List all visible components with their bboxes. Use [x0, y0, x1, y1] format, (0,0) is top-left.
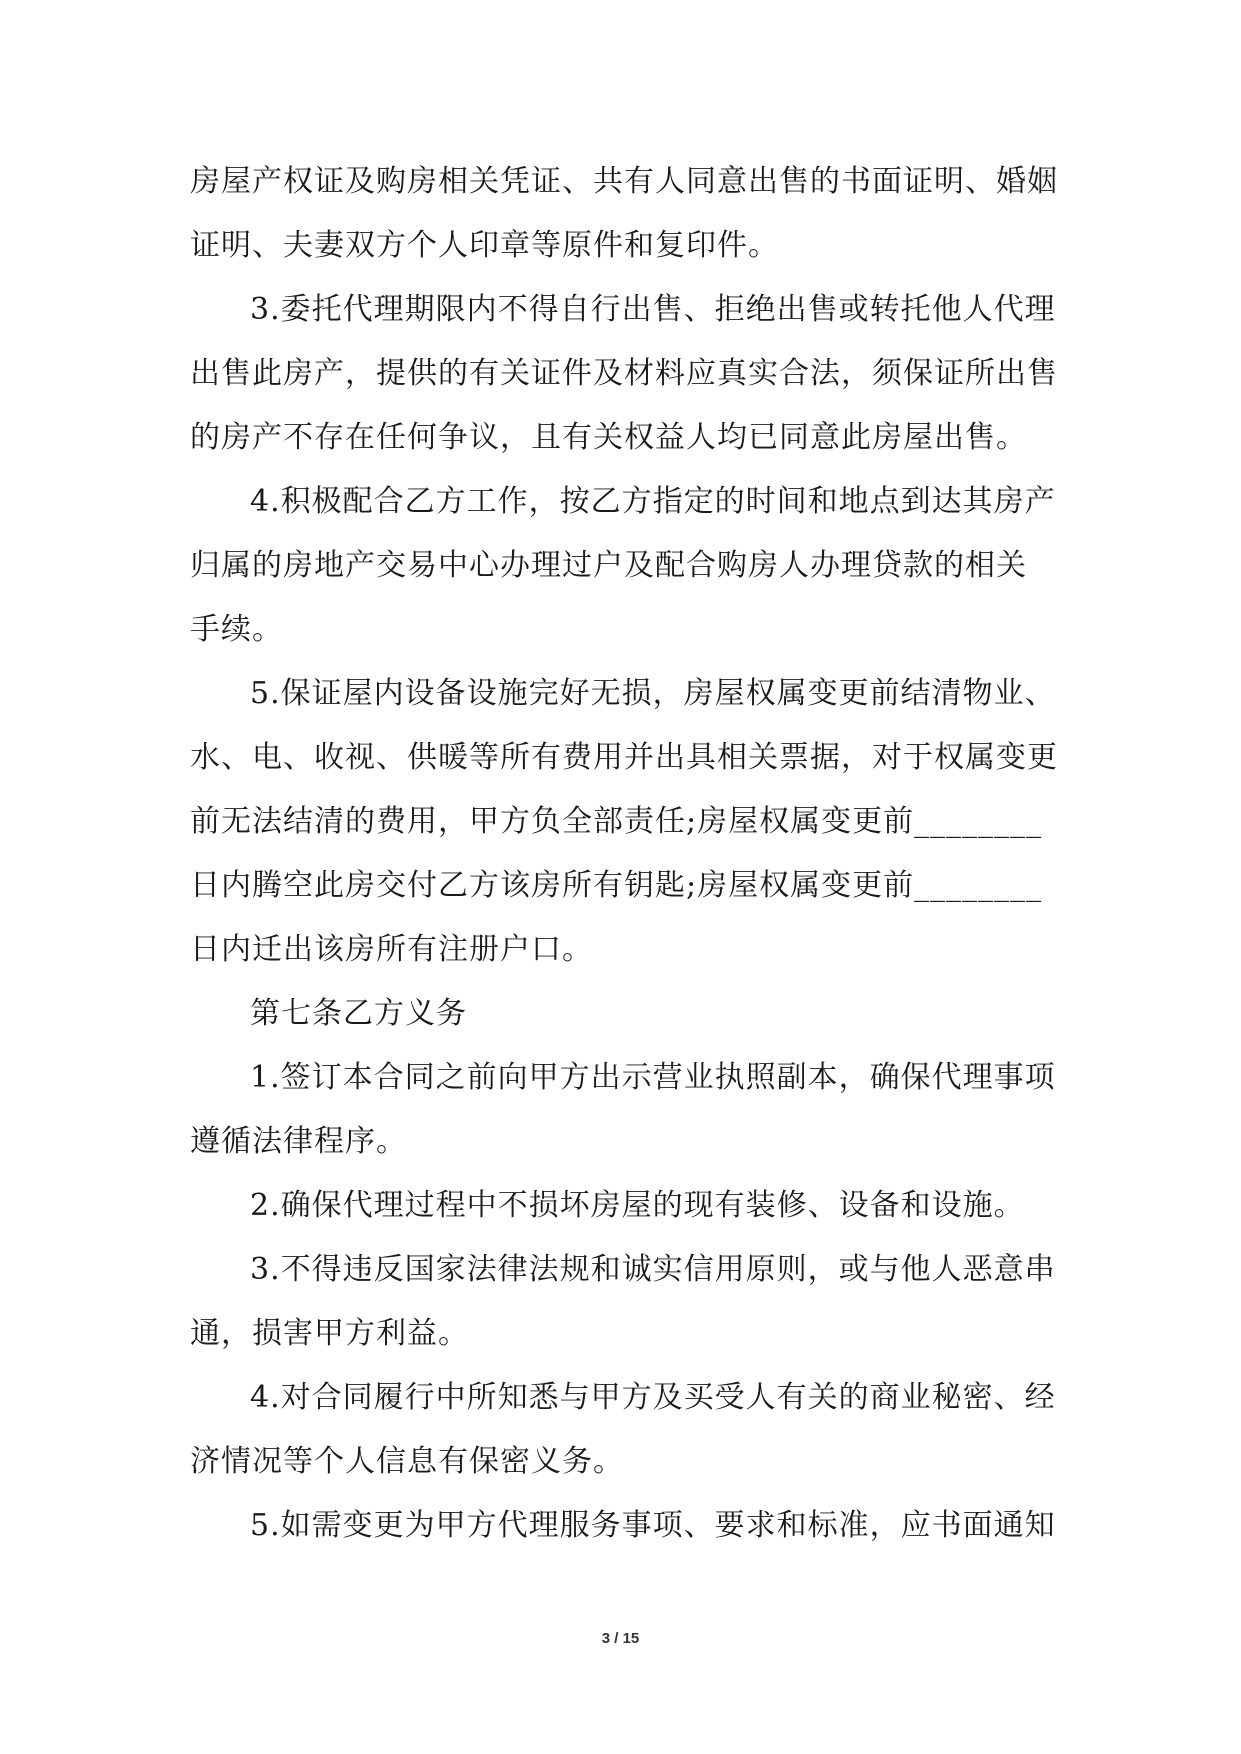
page-number: 3 / 15: [601, 1630, 640, 1647]
text-line: 4.对合同履行中所知悉与甲方及买受人有关的商业秘密、经: [250, 1380, 1056, 1415]
text-line: 1.签订本合同之前向甲方出示营业执照副本，确保代理事项: [250, 1060, 1056, 1095]
text-line: 日内迁出该房所有注册户口。: [190, 932, 593, 967]
text-line: 房屋产权证及购房相关凭证、共有人同意出售的书面证明、婚姻: [190, 164, 1058, 199]
text-line: 5.如需变更为甲方代理服务事项、要求和标准，应书面通知: [250, 1508, 1056, 1543]
text-line: 归属的房地产交易中心办理过户及配合购房人办理贷款的相关: [190, 548, 1027, 583]
text-line: 出售此房产，提供的有关证件及材料应真实合法，须保证所出售: [190, 356, 1058, 391]
text-line: 遵循法律程序。: [190, 1124, 407, 1159]
text-line: 2.确保代理过程中不损坏房屋的现有装修、设备和设施。: [250, 1188, 1025, 1223]
text-line: 5.保证屋内设备设施完好无损，房屋权属变更前结清物业、: [250, 676, 1056, 711]
text-line: 前无法结清的费用，甲方负全部责任;房屋权属变更前________: [190, 804, 1043, 839]
text-line: 水、电、收视、供暖等所有费用并出具相关票据，对于权属变更: [190, 740, 1058, 775]
text-line: 的房产不存在任何争议，且有关权益人均已同意此房屋出售。: [190, 420, 1027, 455]
text-line: 日内腾空此房交付乙方该房所有钥匙;房屋权属变更前________: [190, 868, 1043, 903]
document-body: [190, 150, 1058, 1558]
text-line: 4.积极配合乙方工作，按乙方指定的时间和地点到达其房产: [250, 484, 1056, 519]
text-line: 济情况等个人信息有保密义务。: [190, 1444, 624, 1479]
text-line: 通，损害甲方利益。: [190, 1316, 469, 1351]
text-line: 证明、夫妻双方个人印章等原件和复印件。: [190, 228, 779, 263]
text-line: 第七条乙方义务: [250, 996, 467, 1031]
text-line: 3.委托代理期限内不得自行出售、拒绝出售或转托他人代理: [250, 292, 1056, 327]
text-line: 3.不得违反国家法律法规和诚实信用原则，或与他人恶意串: [250, 1252, 1056, 1287]
text-line: 手续。: [190, 612, 283, 647]
